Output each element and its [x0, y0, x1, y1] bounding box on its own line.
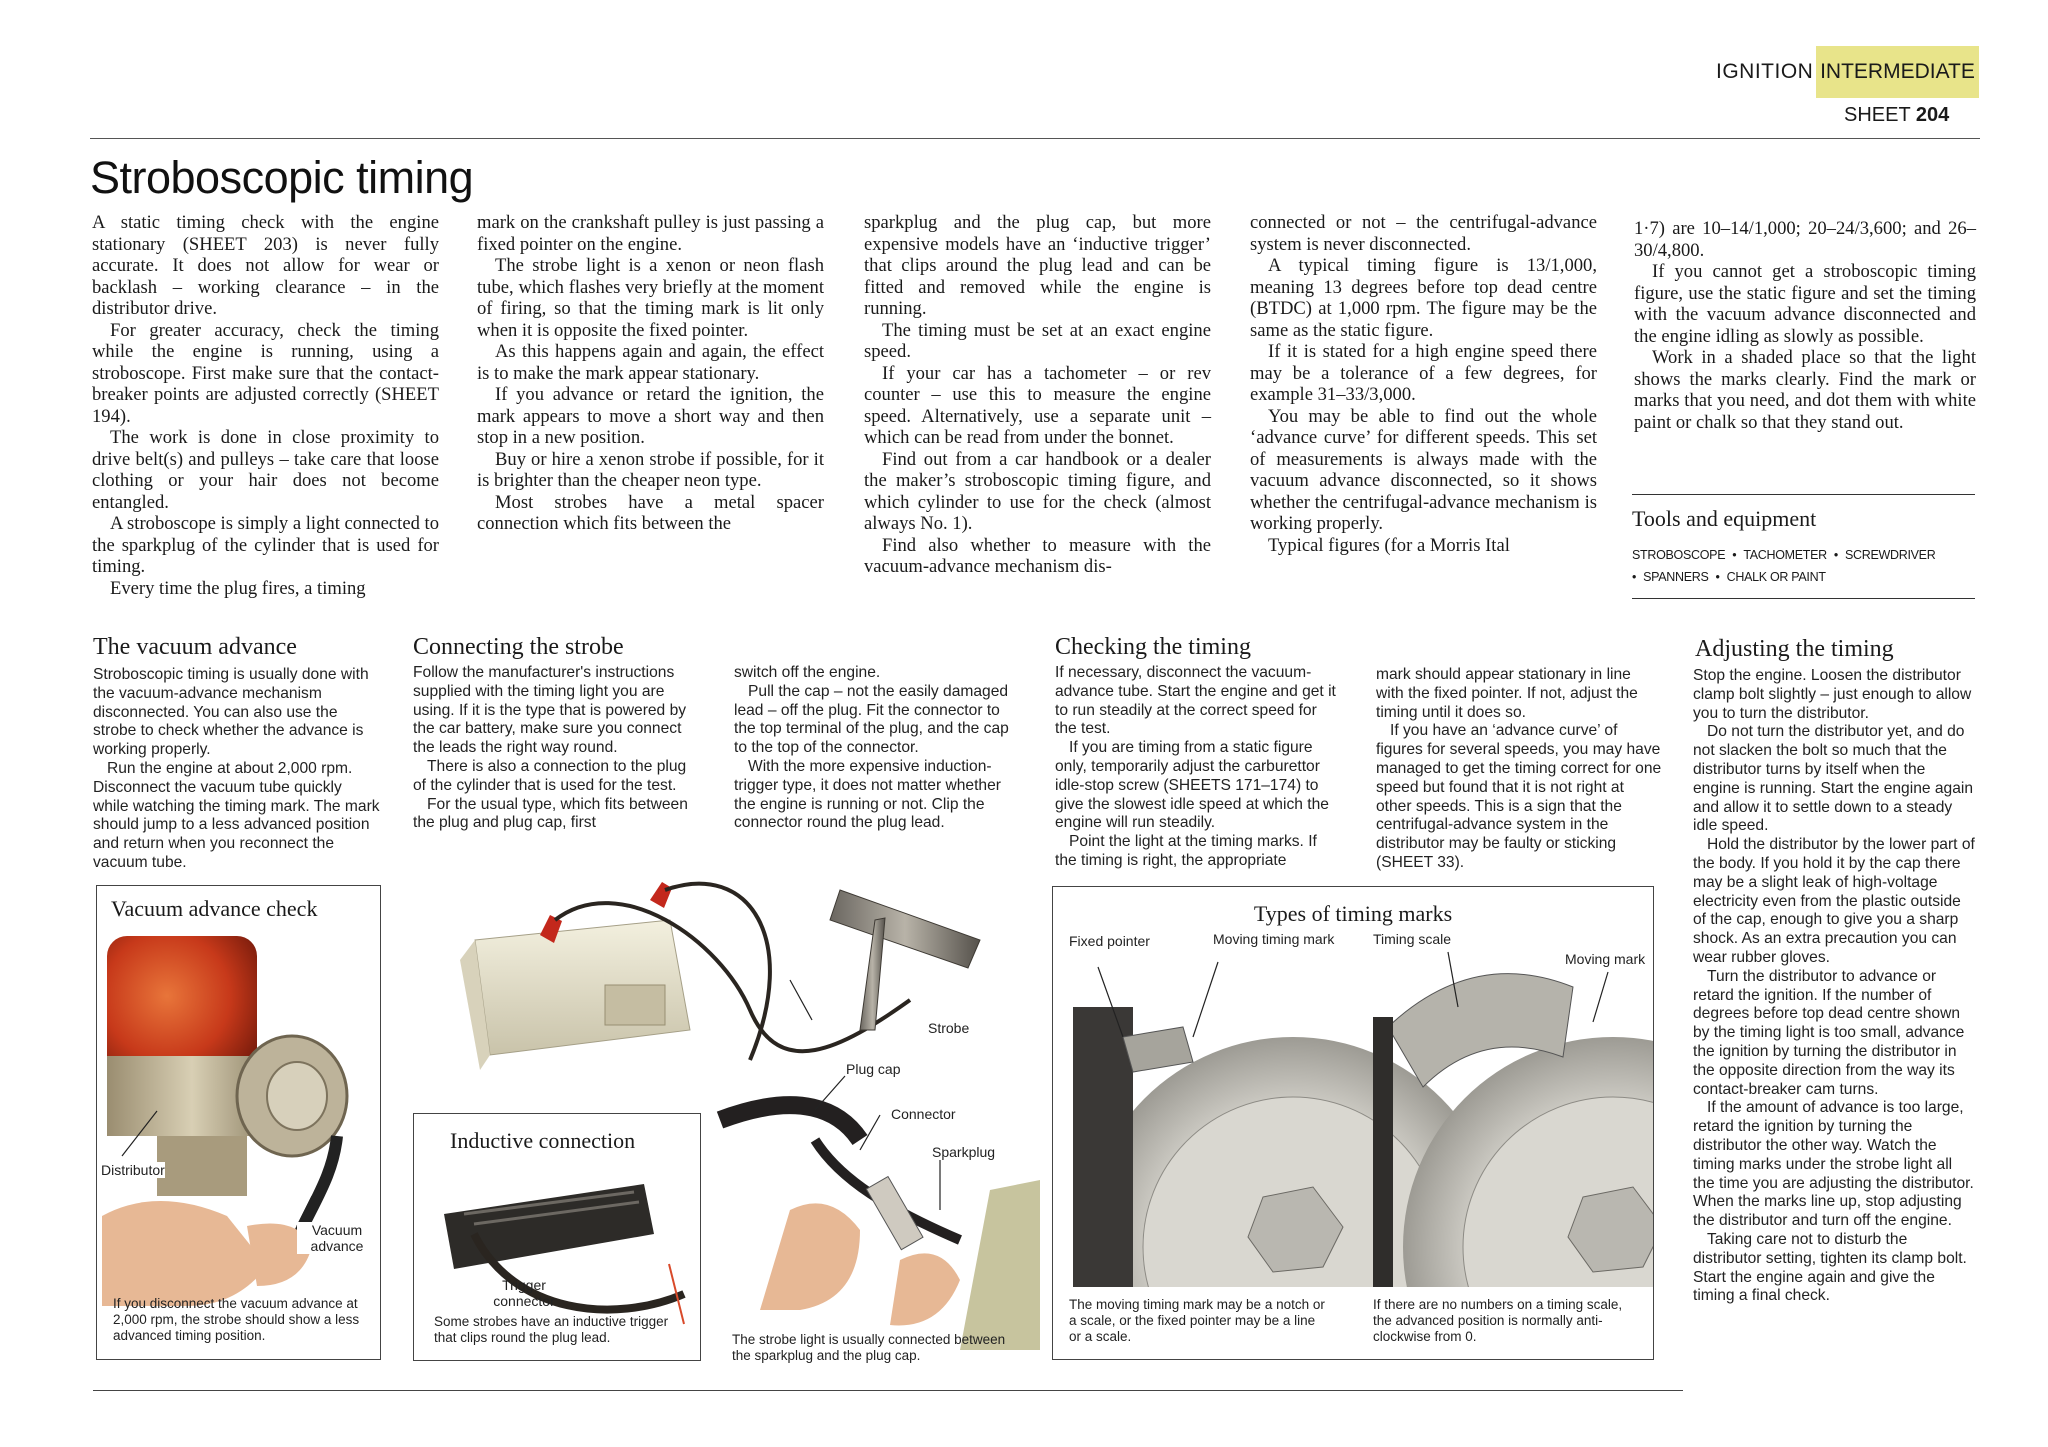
- inductive-caption: Some strobes have an inductive trigger that clips round the plug lead.: [434, 1314, 669, 1345]
- level-badge: [1816, 46, 1979, 98]
- vacuum-text: [93, 666, 381, 873]
- label-strobe: Strobe: [928, 1020, 970, 1036]
- intro-column-4: [1250, 212, 1597, 556]
- strobe-caption: The strobe light is usually connected between the sparkplug and the plug cap.: [732, 1332, 1006, 1363]
- intro-column-5: [1634, 218, 1976, 433]
- intro-paragraph: sparkplug and the plug cap, but more expensive models have an ‘inductive trigger’ that clips around the plug lead and can be fitted and removed while the engine is running.: [864, 212, 1211, 319]
- intro-paragraph: connected or not – the centrifugal-advance system is never disconnected.: [1250, 212, 1597, 255]
- paragraph: Do not turn the distributor yet, and do not slacken the bolt so much that the distributor turns by itself when the engine is running. Start the engine again and allow it to settle down to a steady idle speed.: [1693, 723, 1974, 835]
- timing-caption-left: The moving timing mark may be a notch or a scale, or the fixed pointer may be a line or a scale.: [1069, 1297, 1325, 1344]
- intro-column-2: [477, 212, 824, 535]
- label-moving-timing-mark: Moving timing mark: [1213, 931, 1335, 947]
- intro-paragraph: Most strobes have a metal spacer connection which fits between the: [477, 491, 824, 534]
- paragraph: For the usual type, which fits between the plug and plug cap, first: [413, 795, 688, 832]
- vacuum-advance-box: [96, 885, 381, 1360]
- paragraph: Follow the manufacturer's instructions supplied with the timing light you are using. If it is the type that is powered by the car battery, make sure you connect the leads the right way round.: [413, 664, 687, 757]
- paragraph: Taking care not to disturb the distributor setting, tighten its clamp bolt. Start the engine again and give the timing a final check.: [1693, 1230, 1967, 1305]
- footer-rule: [93, 1390, 1683, 1391]
- intro-paragraph: A static timing check with the engine stationary (SHEET 203) is never fully accurate. It does not allow for wear or backlash – working clearance – in the distributor drive.: [92, 212, 439, 319]
- paragraph: Point the light at the timing marks. If the timing is right, the appropriate: [1055, 833, 1317, 869]
- sheet-value: 204: [1915, 104, 1950, 126]
- paragraph: Stroboscopic timing is usually done with the vacuum-advance mechanism disconnected. You can also use the strobe to check whether the advance is working properly.: [93, 666, 369, 759]
- label-connector: Connector: [891, 1106, 956, 1122]
- vacuum-caption: If you disconnect the vacuum advance at 2,000 rpm, the strobe should show a less advanced timing position.: [113, 1296, 360, 1343]
- section-heading: Checking the timing: [1055, 634, 1251, 660]
- intro-paragraph: Buy or hire a xenon strobe if possible, for it is brighter than the cheaper neon type.: [477, 448, 824, 491]
- label-moving-mark: Moving mark: [1565, 951, 1646, 967]
- header-rule: [90, 138, 1980, 139]
- paragraph: If you are timing from a static figure only, temporarily adjust the carburettor idle-stop screw (SHEETS 171–174) to give the slowest idle speed at which the engine will run steadily.: [1055, 739, 1329, 832]
- intro-paragraph: Typical figures (for a Morris Ital: [1268, 534, 1510, 556]
- intro-paragraph: A typical timing figure is 13/1,000, meaning 13 degrees before top dead centre (BTDC) at 1,000 rpm. The figure may be the same as the static figure.: [1250, 255, 1597, 341]
- paragraph: If necessary, disconnect the vacuum-advance tube. Start the engine and get it to run steadily at the correct speed for the test.: [1055, 664, 1336, 738]
- inductive-connection-box: [413, 1113, 701, 1361]
- checking-text-1: [1055, 664, 1342, 871]
- section-heading: Connecting the strobe: [413, 634, 624, 660]
- paragraph: switch off the engine.: [734, 664, 881, 681]
- paragraph: If you have an ‘advance curve’ of figures for several speeds, you may have managed to get the timing correct for one speed but found that it is not right at other speeds. This is a sign that the centrifugal-advance system in the distributor may be faulty or sticking (SHEET 33).: [1376, 722, 1662, 871]
- intro-paragraph: Every time the plug fires, a timing: [110, 577, 366, 599]
- connecting-text-2: [734, 664, 1016, 833]
- label-vacuum-advance: Vacuum advance: [297, 1222, 377, 1254]
- tool-item: TACHOMETER: [1743, 548, 1827, 562]
- section-label: IGNITION: [1716, 60, 1814, 83]
- paragraph: Stop the engine. Loosen the distributor clamp bolt slightly – just enough to allow you to turn the distributor.: [1693, 667, 1972, 722]
- tool-item: STROBOSCOPE: [1632, 548, 1726, 562]
- intro-paragraph: A stroboscope is simply a light connected to the sparkplug of the cylinder that is used for timing.: [92, 513, 439, 577]
- level-label: INTERMEDIATE: [1820, 60, 1975, 83]
- intro-paragraph: If it is stated for a high engine speed there may be a tolerance of a few degrees, for example 31–33/3,000.: [1250, 341, 1597, 405]
- intro-paragraph: Work in a shaded place so that the light shows the marks clearly. Find the mark or marks that you need, and dot them with white paint or chalk so that they stand out.: [1634, 347, 1976, 433]
- section-heading: The vacuum advance: [93, 634, 297, 660]
- label-distributor: Distributor: [101, 1162, 165, 1178]
- intro-paragraph: mark on the crankshaft pulley is just passing a fixed pointer on the engine.: [477, 212, 824, 255]
- distributor-illustration: [97, 886, 380, 1359]
- box-title: Vacuum advance check: [111, 896, 318, 921]
- tools-bottom-rule: [1632, 598, 1975, 599]
- checking-text-2: [1376, 666, 1662, 873]
- timing-marks-illustration: [1053, 887, 1653, 1359]
- tool-item: SPANNERS: [1643, 570, 1709, 584]
- tools-top-rule: [1632, 494, 1975, 495]
- paragraph: With the more expensive induction-trigger type, it does not matter whether the engine is running or not. Clip the connector round the plug lead.: [734, 757, 1001, 832]
- intro-paragraph: The work is done in close proximity to drive belt(s) and pulleys – take care that loose clothing or your hair does not become entangled.: [92, 427, 439, 513]
- intro-paragraph: For greater accuracy, check the timing while the engine is running, using a stroboscope. First make sure that the contact-breaker points are adjusted correctly (SHEET 194).: [92, 319, 439, 427]
- box-title: Types of timing marks: [1253, 901, 1453, 926]
- intro-paragraph: If you advance or retard the ignition, the mark appears to move a short way and then stop in a new position.: [477, 384, 824, 448]
- section-heading: Adjusting the timing: [1695, 636, 1894, 662]
- tools-title: Tools and equipment: [1632, 506, 1817, 531]
- intro-paragraph: Find also whether to measure with the vacuum-advance mechanism dis-: [864, 534, 1211, 577]
- paragraph: Turn the distributor to advance or retard the ignition. If the number of degrees before top dead centre shown by the timing light is too small, advance the ignition by turning the distributor in the opposite direction from the way its contact-breaker cam turns.: [1693, 967, 1965, 1098]
- connecting-text-1: [413, 664, 698, 833]
- sheet-number: [1844, 104, 1949, 127]
- page-title: Stroboscopic timing: [90, 152, 474, 203]
- tools-list: STROBOSCOPE • TACHOMETER • SCREWDRIVER • SPANNERS • CHALK OR PAINT: [1632, 548, 1936, 584]
- intro-paragraph: As this happens again and again, the effect is to make the mark appear stationary.: [477, 341, 824, 384]
- label-trigger-connector: Trigger connector: [493, 1277, 555, 1309]
- intro-paragraph: Find out from a car handbook or a dealer the maker’s stroboscopic timing figure, and which cylinder to use for the check (almost always No. 1).: [864, 448, 1211, 534]
- timing-caption-right: If there are no numbers on a timing scale, the advanced position is normally anti-clockwise from 0.: [1373, 1297, 1623, 1344]
- intro-paragraph: 1·7) are 10–14/1,000; 20–24/3,600; and 26–30/4,800.: [1634, 218, 1976, 261]
- intro-paragraph: The timing must be set at an exact engine speed.: [864, 319, 1211, 362]
- paragraph: Hold the distributor by the lower part of the body. If you hold it by the cap there may be a slight leak of high-voltage electricity even from the plastic outside of the cap, enough to give you a sharp shock. As an extra precaution you can wear rubber gloves.: [1693, 836, 1975, 966]
- intro-paragraph: If your car has a tachometer – or rev counter – use this to measure the engine speed. Alternatively, use a separate unit – which can be read from under the bonnet.: [864, 362, 1211, 448]
- paragraph: There is also a connection to the plug of the cylinder that is used for the test.: [413, 757, 687, 794]
- timing-marks-box: [1052, 886, 1654, 1360]
- intro-column-1: [92, 212, 439, 599]
- tool-item: SCREWDRIVER: [1844, 548, 1936, 562]
- paragraph: Run the engine at about 2,000 rpm. Disconnect the vacuum tube quickly while watching the timing mark. The mark should jump to a less advanced position and return when you reconnect the vacuum tube.: [93, 759, 380, 871]
- box-title: Inductive connection: [450, 1128, 636, 1153]
- intro-column-3: [864, 212, 1211, 578]
- paragraph: mark should appear stationary in line with the fixed pointer. If not, adjust the timing until it does so.: [1376, 666, 1638, 721]
- intro-paragraph: If you cannot get a stroboscopic timing figure, use the static figure and set the timing with the vacuum advance disconnected and the engine idling as slowly as possible.: [1634, 261, 1976, 347]
- tool-item: CHALK OR PAINT: [1726, 570, 1826, 584]
- label-plug-cap: Plug cap: [846, 1061, 901, 1077]
- adjusting-text: [1693, 667, 1976, 1306]
- label-timing-scale: Timing scale: [1373, 931, 1452, 947]
- sheet-label: SHEET: [1844, 104, 1911, 126]
- intro-paragraph: You may be able to find out the whole ‘advance curve’ for different speeds. This set of measurements is always made with the vacuum advance disconnected, so it shows whether the centrifugal-advance mechanism is working properly.: [1250, 405, 1597, 534]
- intro-paragraph: The strobe light is a xenon or neon flash tube, which flashes very briefly at the moment of firing, so that the timing mark is lit only when it is opposite the fixed pointer.: [477, 255, 824, 341]
- label-fixed-pointer: Fixed pointer: [1069, 933, 1150, 949]
- label-sparkplug: Sparkplug: [932, 1144, 996, 1160]
- paragraph: Pull the cap – not the easily damaged lead – off the plug. Fit the connector to the top terminal of the plug, and the cap to the top of the connector.: [734, 682, 1009, 757]
- paragraph: If the amount of advance is too large, retard the ignition by turning the distributor the other way. Watch the timing marks under the strobe light all the time you are adjusting the distributor. When the marks line up, stop adjusting the distributor and turn off the engine.: [1693, 1099, 1974, 1230]
